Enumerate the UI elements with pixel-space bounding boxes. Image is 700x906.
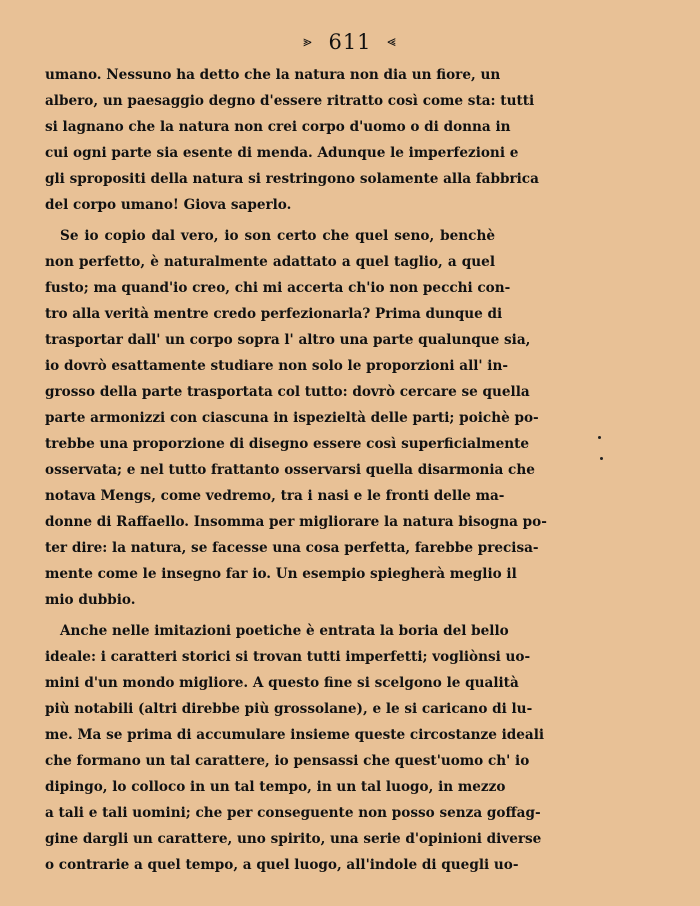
paragraph [45,62,539,218]
page-header [0,30,700,60]
text-line: dipingo, lo colloco in un tal tempo, in un tal luogo, in mezzo [45,779,506,795]
text-line: umano. Nessuno ha detto che la natura non dia un fiore, un [45,67,501,83]
text-line: me. Ma se prima di accumulare insieme queste circostanze ideali [45,727,545,743]
text-line: cui ogni parte sia esente di menda. Adunque le imperfezioni e [45,145,519,161]
text-line: trasportar dall' un corpo sopra l' altro una parte qualunque sia, [45,332,531,348]
text-line: osservata; e nel tutto frattanto osservarsi quella disarmonia che [45,462,535,478]
text-line: del corpo umano! Giova saperlo. [45,197,292,213]
text-line: si lagnano che la natura non crei corpo d'uomo o di donna in [45,119,511,135]
text-line: trebbe una proporzione di disegno essere così superficialmente [45,436,530,452]
text-line: gine dargli un carattere, uno spirito, una serie d'opinioni diverse [45,831,542,847]
text-line: mini d'un mondo migliore. A questo fine si scelgono le qualità [45,675,519,691]
page-number: 611 [328,30,372,54]
text-line: non perfetto, è naturalmente adattato a quel taglio, a quel [45,254,495,270]
text-line: donne di Raffaello. Insomma per migliorare la natura bisogna po- [45,514,547,530]
text-line: mente come le insegno far io. Un esempio spiegherà meglio il [45,566,517,582]
text-line: albero, un paesaggio degno d'essere ritratto così come sta: tutti [45,93,535,109]
speck-mark [598,436,601,439]
text-line: fusto; ma quand'io creo, chi mi accerta ch'io non pecchi con- [45,280,511,296]
body-text [45,62,547,878]
text-line: o contrarie a quel tempo, a quel luogo, all'indole di quegli uo- [45,857,519,873]
text-line: a tali e tali uomini; che per conseguente non posso senza goffag- [45,805,541,821]
left-ornament-icon: ⪢ [303,32,313,50]
paragraph [45,618,545,878]
text-line: Anche nelle imitazioni poetiche è entrata la boria del bello [60,623,509,639]
text-line: parte armonizzi con ciascuna in ispezieltà delle parti; poichè po- [45,410,539,426]
speck-mark [600,457,603,460]
text-line: che formano un tal carattere, io pensassi che quest'uomo ch' io [45,753,530,769]
text-line: io dovrò esattamente studiare non solo le proporzioni all' in- [45,358,508,374]
text-line: ideale: i caratteri storici si trovan tutti imperfetti; vogliònsi uo- [45,649,531,665]
text-line: tro alla verità mentre credo perfezionarla? Prima dunque di [45,306,503,322]
text-line: gli spropositi della natura si restringono solamente alla fabbrica [45,171,539,187]
right-ornament-icon: ⪡ [387,32,397,50]
text-line: più notabili (altri direbbe più grossolane), e le si caricano di lu- [45,701,533,717]
text-line: Se io copio dal vero, io son certo che quel seno, benchè [60,228,495,244]
text-line: ter dire: la natura, se facesse una cosa perfetta, farebbe precisa- [45,540,539,556]
text-line: mio dubbio. [45,592,136,608]
paragraph [45,223,547,613]
text-line: grosso della parte trasportata col tutto: dovrò cercare se quella [45,384,530,400]
text-line: notava Mengs, come vedremo, tra i nasi e le fronti delle ma- [45,488,505,504]
